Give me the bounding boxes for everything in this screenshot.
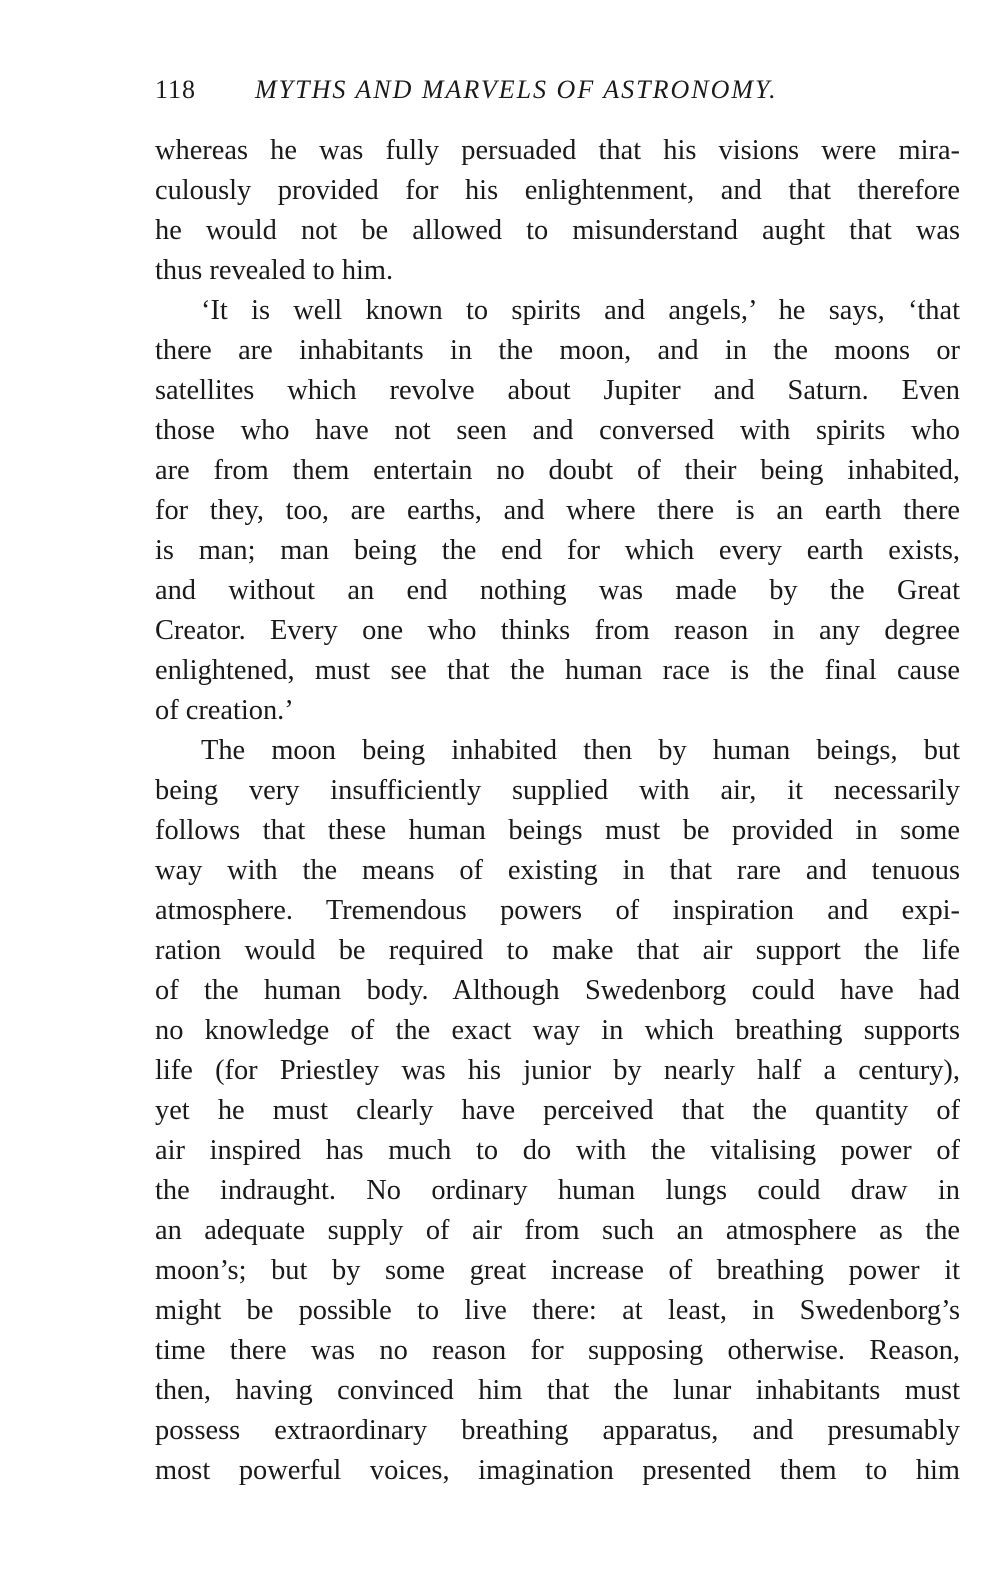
page-header	[155, 70, 955, 110]
text-line: then, having convinced him that the lunar inhabitants must	[155, 1375, 960, 1406]
text-line: way with the means of existing in that rare and tenuous	[155, 855, 960, 886]
running-title: MYTHS AND MARVELS OF ASTRONOMY.	[255, 75, 778, 104]
text-line: those who have not seen and conversed with spirits who	[155, 415, 960, 446]
text-line: yet he must clearly have perceived that the quantity of	[155, 1095, 960, 1126]
text-line: The moon being inhabited then by human beings, but	[201, 735, 960, 766]
body-text	[155, 131, 960, 1491]
text-line: an adequate supply of air from such an atmosphere as the	[155, 1215, 960, 1246]
text-line: and without an end nothing was made by the Great	[155, 575, 960, 606]
text-line: culously provided for his enlightenment, and that therefore	[155, 175, 960, 206]
text-line: are from them entertain no doubt of their being inhabited,	[155, 455, 960, 486]
text-line: there are inhabitants in the moon, and in the moons or	[155, 335, 960, 366]
text-line: thus revealed to him.	[155, 255, 394, 286]
text-line: might be possible to live there: at least, in Swedenborg’s	[155, 1295, 960, 1326]
text-line: follows that these human beings must be provided in some	[155, 815, 960, 846]
text-line: moon’s; but by some great increase of breathing power it	[155, 1255, 960, 1286]
text-line: the indraught. No ordinary human lungs could draw in	[155, 1175, 960, 1206]
text-line: being very insufficiently supplied with air, it necessarily	[155, 775, 960, 806]
page-number: 118	[155, 75, 197, 104]
text-line: ‘It is well known to spirits and angels,’ he says, ‘that	[201, 295, 960, 326]
text-line: of creation.’	[155, 695, 294, 726]
text-line: Creator. Every one who thinks from reason in any degree	[155, 615, 960, 646]
text-line: is man; man being the end for which every earth exists,	[155, 535, 960, 566]
text-line: possess extraordinary breathing apparatus, and presumably	[155, 1415, 960, 1446]
text-line: enlightened, must see that the human race is the final cause	[155, 655, 960, 686]
text-line: no knowledge of the exact way in which breathing supports	[155, 1015, 960, 1046]
text-line: he would not be allowed to misunderstand aught that was	[155, 215, 960, 246]
text-line: atmosphere. Tremendous powers of inspiration and expi-	[155, 895, 960, 926]
text-line: satellites which revolve about Jupiter and Saturn. Even	[155, 375, 960, 406]
text-line: air inspired has much to do with the vitalising power of	[155, 1135, 960, 1166]
text-line: ration would be required to make that air support the life	[155, 935, 960, 966]
text-line: life (for Priestley was his junior by nearly half a century),	[155, 1055, 960, 1086]
text-line: most powerful voices, imagination presented them to him	[155, 1455, 960, 1486]
text-line: of the human body. Although Swedenborg could have had	[155, 975, 960, 1006]
text-line: for they, too, are earths, and where there is an earth there	[155, 495, 960, 526]
text-line: whereas he was fully persuaded that his visions were mira-	[155, 135, 960, 166]
text-line: time there was no reason for supposing otherwise. Reason,	[155, 1335, 960, 1366]
